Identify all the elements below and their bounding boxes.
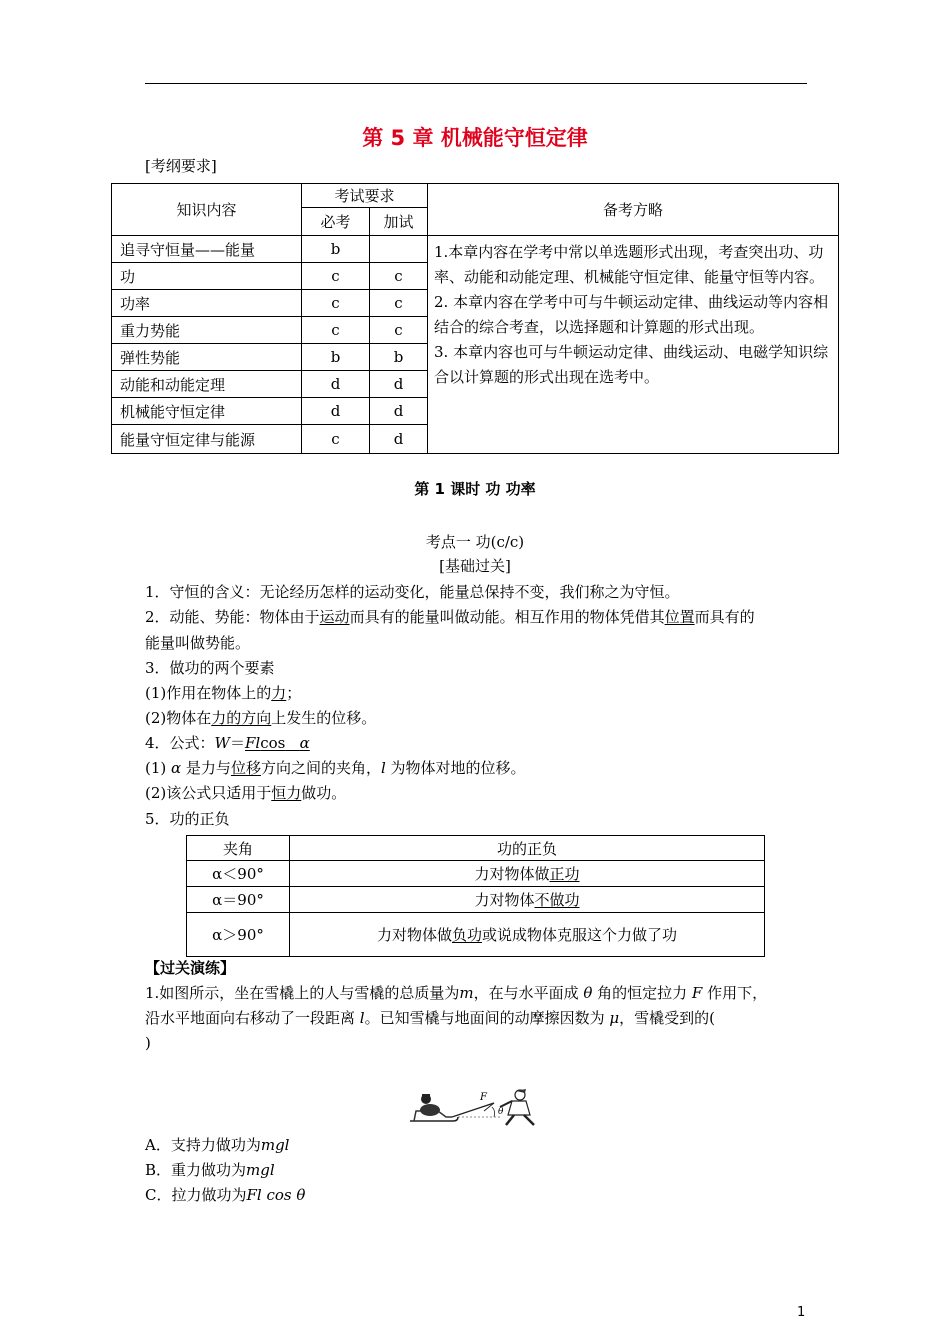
- point-5: 5．功的正负: [145, 810, 230, 828]
- chapter-title: 第 5 章 机械能守恒定律: [362, 126, 588, 150]
- header-extra: 加试: [370, 208, 428, 236]
- table-row-extra: b: [370, 344, 428, 371]
- option-a: A．支持力做功为mgl: [145, 1136, 290, 1154]
- basic-heading: [基础过关]: [439, 557, 511, 575]
- point-1: 1．守恒的含义：无论经历怎样的运动变化，能量总保持不变，我们称之为守恒。: [145, 583, 680, 601]
- sled-figure-image: [408, 1087, 548, 1127]
- strategy-note-1: 1.本章内容在学考中常以单选题形式出现，考查突出功、功率、动能和动能定理、机械能守恒定律、能量守恒等内容。: [434, 243, 825, 286]
- practice-heading: 【过关演练】: [145, 959, 236, 977]
- table-row-required: b: [302, 344, 370, 371]
- table-row-topic: 弹性势能: [112, 344, 302, 371]
- angle-arc: [492, 1107, 495, 1117]
- table-row-required: c: [302, 425, 370, 454]
- table-row-topic: 能量守恒定律与能源: [112, 425, 302, 454]
- work-sign-table: [186, 835, 765, 957]
- table-row-topic: 重力势能: [112, 317, 302, 344]
- lesson-title: 第 1 课时 功 功率: [414, 480, 536, 498]
- table-row-extra: d: [370, 425, 428, 454]
- point-4-formula: 4．公式：W＝Flcos α: [145, 734, 310, 752]
- table-row-extra: c: [370, 263, 428, 290]
- table-row-required: c: [302, 317, 370, 344]
- point-3-1: (1)作用在物体上的力；: [145, 684, 302, 702]
- syllabus-label: [考纲要求]: [145, 157, 217, 175]
- strategy-note-3: 3. 本章内容也可与牛顿运动定律、曲线运动、电磁学知识综合以计算题的形式出现在选考中。: [434, 343, 829, 386]
- table-row-required: c: [302, 290, 370, 317]
- point-4-1: (1) α 是力与位移方向之间的夹角，l 为物体对地的位移。: [145, 759, 526, 777]
- rider-body: [420, 1104, 440, 1116]
- table-row-required: c: [302, 263, 370, 290]
- table-row-extra: c: [370, 317, 428, 344]
- table-row-topic: 功: [112, 263, 302, 290]
- header-required: 必考: [302, 208, 370, 236]
- table-row-extra: [370, 236, 428, 263]
- table-row-topic: 功率: [112, 290, 302, 317]
- table-row-required: d: [302, 398, 370, 425]
- table-row-sign: 力对物体不做功: [290, 887, 765, 913]
- table-row-required: b: [302, 236, 370, 263]
- puller-legs: [506, 1115, 534, 1125]
- header-angle: 夹角: [187, 836, 290, 861]
- point-2-cont: 能量叫做势能。: [145, 634, 251, 652]
- point-3-2: (2)物体在力的方向上发生的位移。: [145, 709, 377, 727]
- table-row-required: d: [302, 371, 370, 398]
- header-rule: [145, 83, 807, 84]
- point-3: 3．做功的两个要素: [145, 659, 275, 677]
- question-line-2: 沿水平地面向右移动了一段距离 l。已知雪橇与地面间的动摩擦因数为 μ，雪橇受到的(: [145, 1009, 715, 1027]
- question-line-1: 1.如图所示，坐在雪橇上的人与雪橇的总质量为m，在与水平面成 θ 角的恒定拉力 F 作用下，: [145, 984, 768, 1002]
- table-row-sign: 力对物体做正功: [290, 861, 765, 887]
- header-content: 知识内容: [112, 184, 302, 236]
- strategy-notes: [428, 236, 839, 454]
- table-row-topic: 动能和动能定理: [112, 371, 302, 398]
- table-row-angle: α＜90°: [187, 861, 290, 887]
- strategy-note-2: 2. 本章内容在学考中可与牛顿运动定律、曲线运动等内容相结合的综合考查，以选择题和计算题的形式出现。: [434, 293, 829, 336]
- table-row-extra: c: [370, 290, 428, 317]
- table-row-sign: 力对物体做负功或说成物体克服这个力做了功: [290, 913, 765, 957]
- topic-heading: 考点一 功(c/c): [425, 533, 525, 551]
- point-4-2: (2)该公式只适用于恒力做功。: [145, 784, 347, 802]
- table-row-angle: α＝90°: [187, 887, 290, 913]
- syllabus-table: [111, 183, 839, 454]
- table-row-topic: 追寻守恒量——能量: [112, 236, 302, 263]
- header-exam: 考试要求: [302, 184, 428, 208]
- table-row-extra: d: [370, 398, 428, 425]
- option-b: B．重力做功为mgl: [145, 1161, 275, 1179]
- table-row-topic: 机械能守恒定律: [112, 398, 302, 425]
- question-line-3: ): [145, 1034, 151, 1052]
- header-sign: 功的正负: [290, 836, 765, 861]
- table-row-angle: α＞90°: [187, 913, 290, 957]
- option-c: C．拉力做功为Fl cos θ: [145, 1186, 306, 1204]
- page-number: 1: [797, 1305, 806, 1320]
- header-strategy: 备考方略: [428, 184, 839, 236]
- figure-label-theta: θ: [498, 1107, 504, 1117]
- puller-coat: [508, 1101, 530, 1115]
- point-2: 2．动能、势能：物体由于运动而具有的能量叫做动能。相互作用的物体凭借其位置而具有的: [145, 608, 755, 626]
- figure-label-F: F: [480, 1092, 487, 1103]
- table-row-extra: d: [370, 371, 428, 398]
